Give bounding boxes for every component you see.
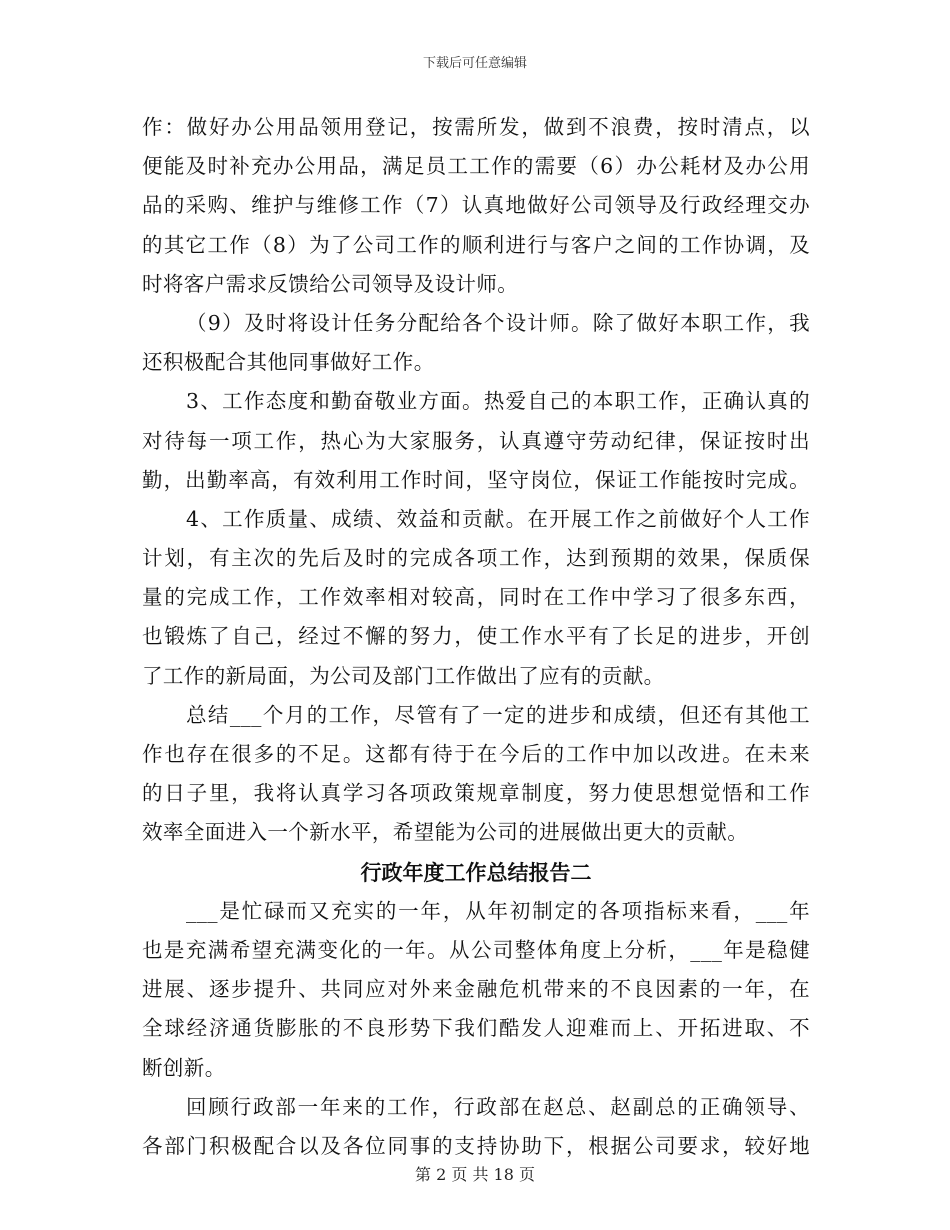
text-line: 回顾行政部一年来的工作，行政部在赵总、赵副总的正确领导、 [186, 1094, 810, 1119]
text-line: 勤，出勤率高，有效利用工作时间，坚守岗位，保证工作能按时完成。 [142, 467, 810, 492]
text-line: 作：做好办公用品领用登记，按需所发，做到不浪费，按时清点，以 [142, 115, 810, 139]
text-line: （9）及时将设计任务分配给各个设计师。除了做好本职工作，我 [186, 310, 810, 335]
text-line: 还积极配合其他同事做好工作。 [142, 350, 435, 375]
text-line: 4、工作质量、成绩、效益和贡献。在开展工作之前做好个人工作 [186, 506, 810, 531]
text-line: 对待每一项工作，热心为大家服务，认真遵守劳动纪律，保证按时出 [142, 428, 810, 453]
page-footer: 第 2 页 共 18 页 [415, 1165, 535, 1184]
text-line: 3、工作态度和勤奋敬业方面。热爱自己的本职工作，正确认真的 [186, 389, 810, 414]
text-line: 进展、逐步提升、共同应对外来金融危机带来的不良因素的一年，在 [142, 977, 810, 1002]
text-line: 品的采购、维护与维修工作（7）认真地做好公司领导及行政经理交办 [142, 193, 810, 218]
section-heading: 行政年度工作总结报告二 [360, 859, 592, 885]
text-line: 的其它工作（8）为了公司工作的顺利进行与客户之间的工作协调，及 [142, 232, 810, 257]
text-line: 计划，有主次的先后及时的完成各项工作，达到预期的效果，保质保 [142, 546, 810, 571]
text-line: 时将客户需求反馈给公司领导及设计师。 [142, 271, 519, 296]
text-line: ___是忙碌而又充实的一年，从年初制定的各项指标来看，___年 [186, 898, 810, 923]
text-line: 各部门积极配合以及各位同事的支持协助下，根据公司要求，较好地 [142, 1133, 810, 1158]
text-line: 量的完成工作，工作效率相对较高，同时在工作中学习了很多东西， [142, 585, 810, 610]
text-line: 也是充满希望充满变化的一年。从公司整体角度上分析，___年是稳健 [142, 937, 810, 962]
text-line: 总结___个月的工作，尽管有了一定的进步和成绩，但还有其他工 [186, 702, 810, 727]
text-line: 便能及时补充办公用品，满足员工工作的需要（6）办公耗材及办公用 [142, 154, 810, 179]
page-header: 下载后可任意编辑 [422, 56, 527, 71]
paragraph-block-2 [142, 892, 810, 1166]
text-line: 也锻炼了自己，经过不懈的努力，使工作水平有了长足的进步，开创 [142, 624, 810, 649]
text-line: 全球经济通货膨胀的不良形势下我们酷发人迎难而上、开拓进取、不 [142, 1016, 810, 1041]
paragraph-block-1 [142, 108, 810, 853]
text-line: 了工作的新局面，为公司及部门工作做出了应有的贡献。 [142, 663, 665, 688]
document-body [142, 108, 810, 1166]
text-line: 作也存在很多的不足。这都有待于在今后的工作中加以改进。在未来 [142, 742, 810, 766]
text-line: 效率全面进入一个新水平，希望能为公司的进展做出更大的贡献。 [142, 820, 749, 845]
text-line: 断创新。 [142, 1055, 226, 1080]
text-line: 的日子里，我将认真学习各项政策规章制度，努力使思想觉悟和工作 [142, 781, 810, 806]
